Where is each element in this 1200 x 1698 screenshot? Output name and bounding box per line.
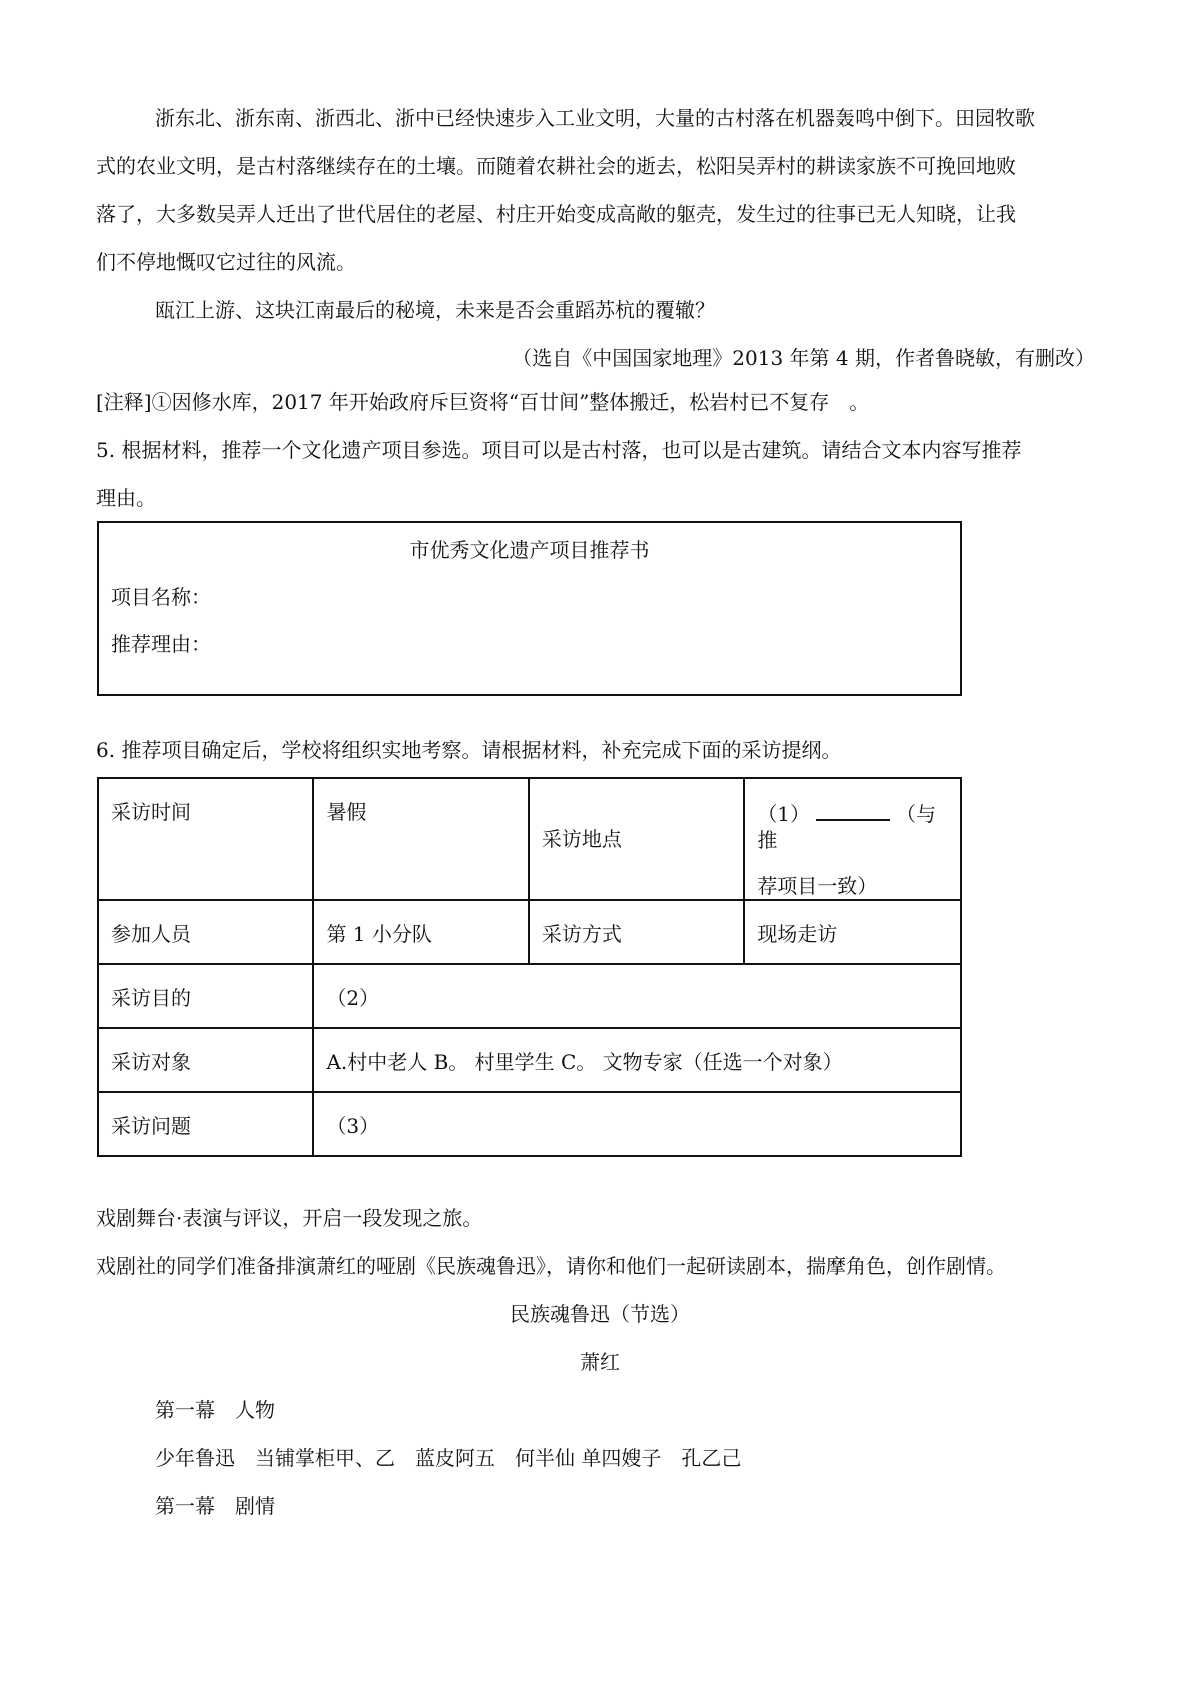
time-value-cell: 暑假 [313, 778, 528, 900]
passage-note: [注释]①因修水库，2017 年开始政府斥巨资将“百廿间”整体搬迁，松岩村已不复存 。 [96, 390, 870, 414]
question-value-cell[interactable]: （3） [313, 1092, 961, 1156]
table-row [98, 1092, 961, 1156]
act1-plot-heading: 第一幕 剧情 [155, 1494, 275, 1518]
method-label-cell: 采访方式 [529, 900, 744, 964]
members-label-cell: 参加人员 [98, 900, 313, 964]
table-row [98, 1028, 961, 1092]
place-value-prefix: （1） [757, 802, 811, 826]
members-value-cell: 第 1 小分队 [313, 900, 528, 964]
place-label-cell: 采访地点 [529, 778, 744, 900]
drama-intro-line2: 戏剧社的同学们准备排演萧红的哑剧《民族魂鲁迅》，请你和他们一起研读剧本，揣摩角色，创作剧情。 [96, 1254, 1006, 1278]
passage-para2: 瓯江上游、这块江南最后的秘境，未来是否会重蹈苏杭的覆辙？ [155, 298, 715, 322]
passage-para1-line2: 式的农业文明，是古村落继续存在的土壤。而随着农耕社会的逝去，松阳吴弄村的耕读家族不可挽回地败 [96, 154, 1016, 178]
recommendation-box-title: 市优秀文化遗产项目推荐书 [409, 538, 650, 562]
q5-prompt-line2: 理由。 [96, 486, 156, 510]
drama-intro-line1: 戏剧舞台·表演与评议，开启一段发现之旅。 [96, 1206, 483, 1230]
place-value-suffix-1: （与推 [757, 802, 937, 852]
passage-para1-line3: 落了，大多数吴弄人迁出了世代居住的老屋、村庄开始变成高敞的躯壳，发生过的往事已无人知晓，让我 [96, 202, 1016, 226]
interview-outline-table [97, 777, 962, 1157]
passage-para1-line1: 浙东北、浙东南、浙西北、浙中已经快速步入工业文明，大量的古村落在机器轰鸣中倒下。田园牧歌 [155, 106, 1035, 130]
purpose-label-cell: 采访目的 [98, 964, 313, 1028]
act1-characters-heading: 第一幕 人物 [155, 1398, 275, 1422]
q6-prompt: 6. 推荐项目确定后，学校将组织实地考察。请根据材料，补充完成下面的采访提纲。 [96, 738, 842, 762]
target-value-cell: A.村中老人 B。 村里学生 C。 文物专家（任选一个对象） [313, 1028, 961, 1092]
act1-characters: 少年鲁迅 当铺掌柜甲、乙 蓝皮阿五 何半仙 单四嫂子 孔乙己 [155, 1446, 742, 1470]
time-label-cell: 采访时间 [98, 778, 313, 900]
purpose-value-cell[interactable]: （2） [313, 964, 961, 1028]
table-row [98, 900, 961, 964]
place-value-suffix-2: 荐项目一致） [757, 874, 878, 898]
project-name-label: 项目名称： [111, 585, 211, 609]
passage-source: （选自《中国国家地理》2013 年第 4 期，作者鲁晓敏，有删改） [512, 346, 1095, 370]
method-value-cell: 现场走访 [744, 900, 961, 964]
drama-title: 民族魂鲁迅（节选） [510, 1302, 690, 1326]
table-row [98, 964, 961, 1028]
target-label-cell: 采访对象 [98, 1028, 313, 1092]
reason-label: 推荐理由： [111, 632, 211, 656]
place-value-cell [744, 778, 961, 900]
question-label-cell: 采访问题 [98, 1092, 313, 1156]
table-row [98, 778, 961, 900]
recommendation-box-cell [98, 522, 961, 695]
passage-para1-line4: 们不停地慨叹它过往的风流。 [96, 250, 356, 274]
drama-author: 萧红 [580, 1350, 620, 1374]
recommendation-box [97, 521, 962, 696]
q5-prompt-line1: 5. 根据材料，推荐一个文化遗产项目参选。项目可以是古村落，也可以是古建筑。请结合文本内容写推荐 [96, 438, 1022, 462]
place-blank-line[interactable] [816, 799, 890, 821]
